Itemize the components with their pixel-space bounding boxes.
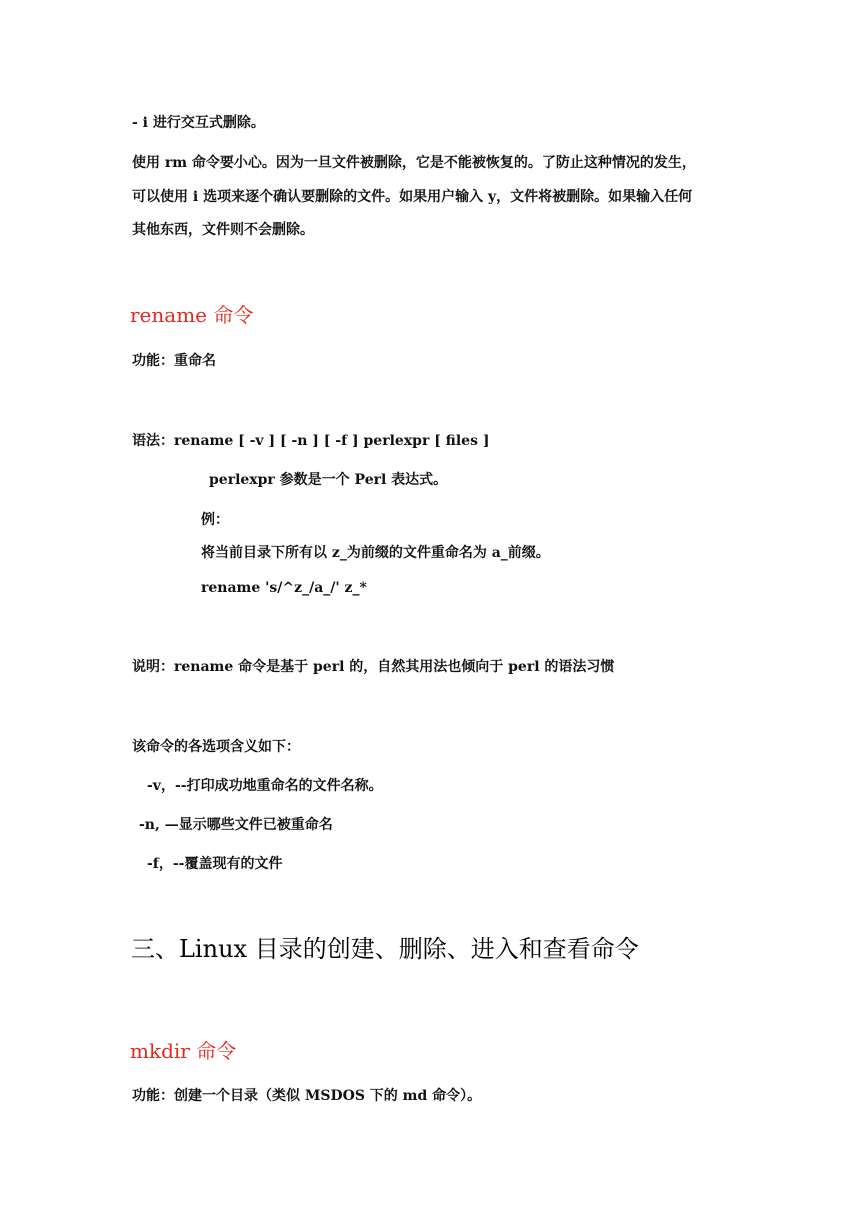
section-heading: 三、Linux 目录的创建、删除、进入和查看命令 <box>131 935 639 963</box>
rename-function: 功能：重命名 <box>132 353 216 369</box>
option-n: -n, —显示哪些文件已被重命名 <box>139 817 333 833</box>
example-label: 例： <box>201 512 229 528</box>
option-f: -f，--覆盖现有的文件 <box>147 856 283 872</box>
rename-note: 说明：rename 命令是基于 perl 的，自然其用法也倾向于 perl 的语法习惯 <box>132 659 615 675</box>
example-command: rename 's/^z_/a_/' z_* <box>201 580 367 596</box>
option-v: -v，--打印成功地重命名的文件名称。 <box>147 778 383 794</box>
mkdir-heading: mkdir 命令 <box>130 1039 237 1063</box>
mkdir-function: 功能：创建一个目录（类似 MSDOS 下的 md 命令）。 <box>132 1088 482 1104</box>
rm-i-option-line: - i 进行交互式删除。 <box>132 115 265 131</box>
rm-warning-line-3: 其他东西，文件则不会删除。 <box>132 222 314 238</box>
perlexpr-description: perlexpr 参数是一个 Perl 表达式。 <box>209 472 448 488</box>
rename-syntax: 语法：rename [ -v ] [ -n ] [ -f ] perlexpr [ files ] <box>132 433 490 449</box>
example-description: 将当前目录下所有以 z_为前缀的文件重命名为 a_前缀。 <box>201 545 550 561</box>
rm-warning-line-2: 可以使用 i 选项来逐个确认要删除的文件。如果用户输入 y，文件将被删除。如果输入任何 <box>132 189 693 205</box>
rename-heading: rename 命令 <box>130 303 254 327</box>
options-intro: 该命令的各选项含义如下： <box>132 739 300 755</box>
rm-warning-line-1: 使用 rm 命令要小心。因为一旦文件被删除，它是不能被恢复的。了防止这种情况的发生， <box>132 155 696 171</box>
